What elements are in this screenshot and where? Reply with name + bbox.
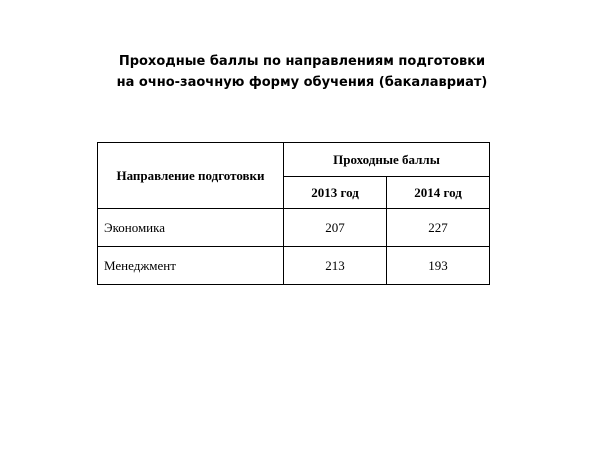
header-year-2014: 2014 год [387,177,490,209]
document-title [0,51,604,93]
passing-scores-table [97,142,490,285]
row-direction: Менеджмент [98,247,284,285]
header-year-2013: 2013 год [284,177,387,209]
header-direction: Направление подготовки [98,143,284,209]
title-line-2: на очно-заочную форму обучения (бакалавриат) [116,75,488,90]
row-score-2014: 193 [387,247,490,285]
header-passing-scores: Проходные баллы [284,143,490,177]
table-header-row [98,143,490,177]
row-direction: Экономика [98,209,284,247]
table-row [98,247,490,285]
row-score-2013: 207 [284,209,387,247]
row-score-2014: 227 [387,209,490,247]
title-line-1: Проходные баллы по направлениям подготовки [118,54,486,69]
row-score-2013: 213 [284,247,387,285]
table-row [98,209,490,247]
